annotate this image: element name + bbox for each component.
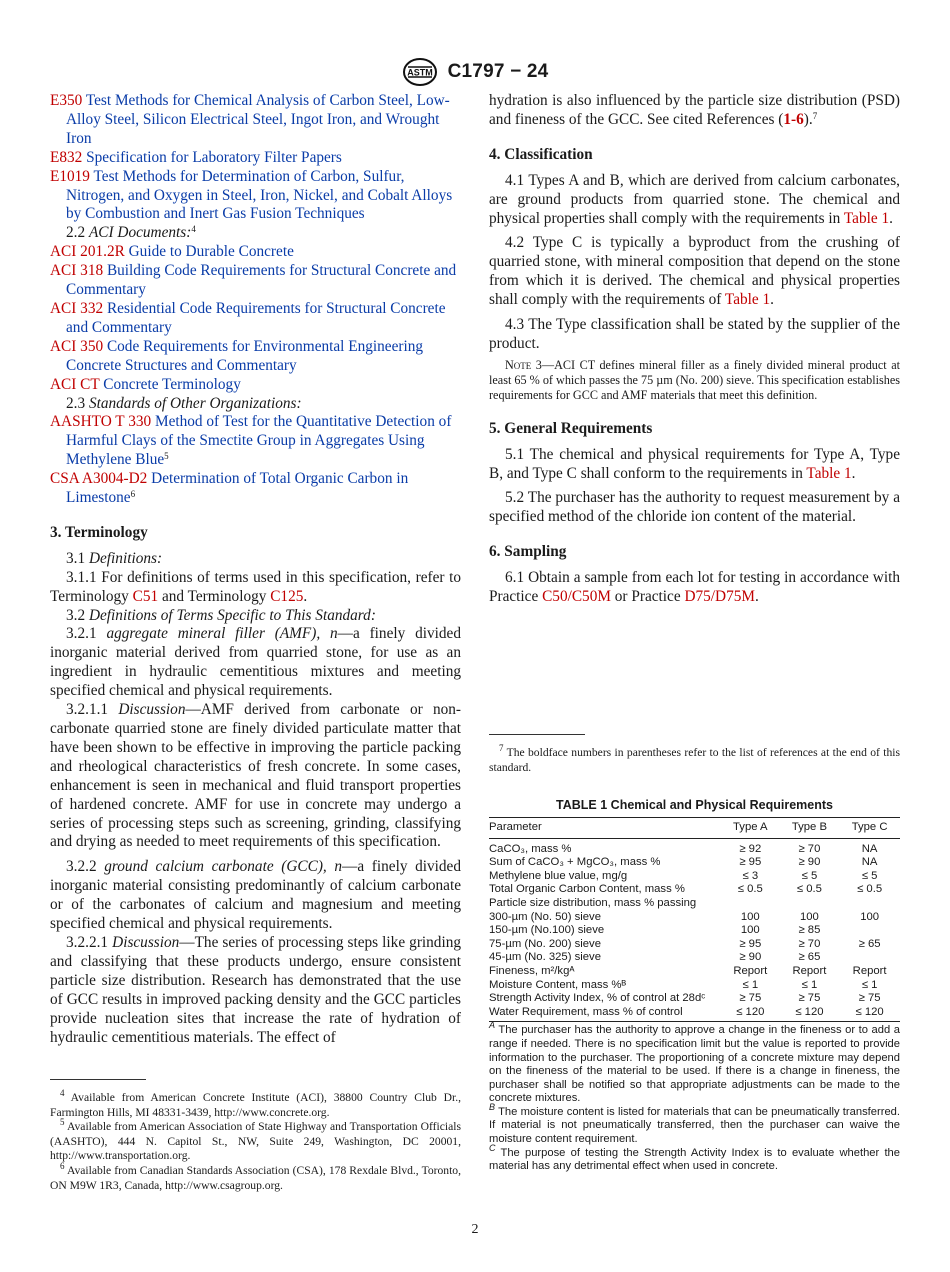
section-3-heading: 3. Terminology [50, 523, 148, 541]
footnote-5: $^5$ Available from American Association of State Highway and Transportation Officials (AASHTO), 444 N. Capitol St., NW, Suite 249, Washington, DC 20001, http://www.transportation.org. [50, 1117, 461, 1163]
table-1 [489, 798, 900, 1174]
link-d75[interactable]: D75/D75M [684, 588, 755, 606]
table-header-cell: Type C [839, 818, 900, 839]
value-cell: ≤ 1 [742, 978, 759, 991]
parameter-cell: Total Organic Carbon Content, mass % [489, 883, 685, 896]
value-cell: Report [733, 964, 768, 977]
link-c50[interactable]: C50/C50M [542, 588, 611, 606]
left-column [50, 92, 461, 1047]
reference-item [50, 168, 461, 225]
reference-list-aci [50, 243, 461, 394]
ref-code[interactable]: CSA A3004-D2 [50, 470, 148, 488]
table-title: TABLE 1 Chemical and Physical Requirements [556, 798, 833, 812]
reference-item [50, 300, 461, 338]
ref-title[interactable]: Building Code Requirements for Structural Concrete and Commentary [66, 262, 457, 299]
table-1-link[interactable]: Table 1 [724, 291, 771, 309]
value-cell: ≤ 3 [742, 869, 759, 882]
para-3-2-1: 3.2.1 aggregate mineral filler (AMF), n—a finely divided inorganic material derived from quarried stone, for use as an ingredient in hydraulic cementitious mixtures and meeting specified chemical and physical requirements. [50, 625, 461, 700]
value-cell: ≥ 75 [798, 992, 821, 1005]
note-3: Note 3—ACI CT defines mineral filler as a finely divided mineral product at least 65 % of which passes the 75 µm (No. 200) sieve. This specification establishes requirements for GCC and AMF materials that meet this definition. [489, 357, 900, 403]
section-6-heading: 6. Sampling [489, 543, 567, 561]
value-cell [780, 897, 840, 911]
section-4-heading: 4. Classification [489, 145, 593, 163]
requirements-table [489, 817, 900, 1022]
value-cell [839, 897, 900, 911]
parameter-cell: Fineness, m²/kgᴬ [489, 964, 575, 977]
other-orgs-heading: 2.3 Standards of Other Organizations: [66, 394, 302, 412]
parameter-cell: Methylene blue value, mg/g [489, 869, 628, 882]
table-body [489, 838, 900, 1022]
left-footnotes [50, 1079, 461, 1193]
para-4-2: 4.2 Type C is typically a byproduct from the crushing of quarried stone, with mineral composition that depend on the stone from which it is derived. The chemical and physical properties shall comply with the requirements of Table 1. [489, 234, 900, 309]
table-footnote-a: $^A$ The purchaser has the authority to approve a change in the fineness or to add a range if needed. There is no specification limit but the value is reported to provide information to the purchaser. The proportioning of a concrete mixture may depend on the fineness of the material to be used. If there is a change in fineness, the purchaser shall be notified so that appropriate adjustments can be made to the concrete mixtures. [489, 1020, 900, 1105]
value-cell: ≤ 0.5 [796, 883, 822, 896]
table-row [489, 870, 900, 884]
aci-heading: 2.2 ACI Documents:$^4$ [66, 224, 196, 242]
table-1-link[interactable]: Table 1 [843, 209, 890, 227]
ref-code[interactable]: ACI 201.2R [50, 243, 125, 261]
right-footnote [489, 734, 900, 775]
reference-item [50, 149, 461, 168]
para-6-1: 6.1 Obtain a sample from each lot for testing in accordance with Practice C50/C50M or Practice D75/D75M. [489, 569, 900, 606]
para-3-2-1-1: 3.2.1.1 Discussion—AMF derived from carbonate or non-carbonate quarried stone are finely divided particulate matter that have been shown to be effective in improving the particle packing and rheological characteristics of fresh concrete. In some cases, enhancement is seen in mechanical and fluid transport properties of hardened concrete. AMF for use in concrete may undergo a series of processing steps such as screening, grinding, classifying and drying as needed to meet requirements of this specification. [50, 701, 461, 851]
reference-link[interactable]: 1-6 [783, 110, 804, 128]
document-designation: C1797 − 24 [447, 61, 549, 82]
table-row [489, 979, 900, 993]
table-row [489, 965, 900, 979]
value-cell: NA [861, 856, 878, 869]
value-cell: ≥ 95 [739, 856, 762, 869]
page-number: 2 [471, 1222, 479, 1237]
value-cell: ≥ 90 [798, 856, 821, 869]
para-4-3: 4.3 The Type classification shall be stated by the supplier of the product. [489, 316, 900, 352]
value-cell: ≥ 92 [739, 842, 762, 855]
value-cell: Report [852, 964, 887, 977]
value-cell: ≥ 75 [858, 992, 881, 1005]
page-header [0, 57, 950, 87]
ref-code[interactable]: ACI CT [50, 375, 100, 393]
para-3-2-2-1: 3.2.2.1 Discussion—The series of processing steps like grinding and classifying that these products undergo, ensure consistent particle size distribution. Research has demonstrated that the use of GCC results in improved packing density and the GCC particles provide nucleation sites that increase the rate of hydration of hydraulic cementitious materials. The effect of [50, 933, 462, 1046]
value-cell: ≥ 65 [798, 951, 821, 964]
table-row [489, 1006, 900, 1022]
value-cell: ≤ 0.5 [857, 883, 883, 896]
svg-text:ASTM: ASTM [406, 67, 433, 78]
para-3-2-2: 3.2.2 ground calcium carbonate (GCC), n—a finely divided inorganic material consisting predominantly of calcium carbonate or of the carbonates of calcium and magnesium and meeting specified chemical and physical requirements. [50, 858, 461, 933]
value-cell [839, 951, 900, 965]
value-cell: ≤ 120 [780, 1006, 840, 1022]
table-row [489, 924, 900, 938]
table-header-cell: Type A [721, 818, 780, 839]
table-row [489, 911, 900, 925]
reference-item: AASHTO T 330 Method of Test for the Quantitative Detection of Harmful Clays of the Smectite Group in Aggregates Using Methylene Blue$^5$ [50, 413, 452, 469]
value-cell: ≤ 120 [721, 1006, 780, 1022]
table-row [489, 897, 900, 911]
value-cell: ≥ 65 [858, 937, 881, 950]
reference-list-e [50, 92, 461, 224]
right-column [489, 92, 900, 607]
footnote-7: $^7$ The boldface numbers in parentheses refer to the list of references at the end of this standard. [489, 743, 900, 774]
value-cell: 100 [740, 910, 760, 923]
para-3-1: 3.1 Definitions: [66, 549, 163, 567]
value-cell: ≤ 0.5 [737, 883, 763, 896]
ref-title[interactable]: Concrete Terminology [103, 375, 241, 393]
parameter-cell: 300-µm (No. 50) sieve [489, 910, 601, 923]
para-5-2: 5.2 The purchaser has the authority to request measurement by a specified method of the chloride ion content of the material. [489, 489, 900, 526]
ref-code[interactable]: AASHTO T 330 [50, 413, 152, 431]
parameter-cell: Water Requirement, mass % of control [489, 1006, 721, 1022]
table-header-cell: Type B [780, 818, 840, 839]
table-header-cell: Parameter [489, 818, 721, 839]
ref-title[interactable]: Method of Test for the Quantitative Detection of Harmful Clays of the Smectite Group in Aggregates Using Methylene Blue [66, 413, 452, 469]
table-row [489, 938, 900, 952]
footnote-6: $^6$ Available from Canadian Standards Association (CSA), 178 Rexdale Blvd., Toronto, ON M9W 1R3, Canada, http://www.csagroup.org. [50, 1160, 462, 1192]
value-cell: ≥ 70 [798, 937, 821, 950]
parameter-cell: 45-µm (No. 325) sieve [489, 951, 601, 964]
section-5-heading: 5. General Requirements [489, 419, 653, 437]
ref-title[interactable]: Test Methods for Determination of Carbon, Sulfur, Nitrogen, and Oxygen in Steel, Iron, Nickel, and Cobalt Alloys by Combustion and Inert Gas Fusion Techniques [66, 167, 453, 223]
footnote-4: $^4$ Available from American Concrete Institute (ACI), 38800 Country Club Dr., Farmington Hills, MI 48331-3439, http://www.concrete.org. [50, 1088, 462, 1119]
para-5-1: 5.1 The chemical and physical requirements for Type A, Type B, and Type C shall conform to the requirements in Table 1. [489, 445, 900, 482]
parameter-cell: 75-µm (No. 200) sieve [489, 937, 601, 950]
ref-title[interactable]: Guide to Durable Concrete [128, 243, 294, 261]
ref-title[interactable]: Code Requirements for Environmental Engineering Concrete Structures and Commentary [66, 337, 424, 374]
table-footnote-c: $^C$ The purpose of testing the Strength Activity Index is to evaluate whether the material has any detrimental effect when used in concrete. [489, 1142, 900, 1173]
reference-item [50, 376, 461, 395]
value-cell: ≥ 90 [739, 951, 762, 964]
ref-title[interactable]: Specification for Laboratory Filter Papers [86, 148, 342, 166]
ref-code[interactable]: ACI 318 [50, 262, 104, 280]
para-3-2: 3.2 Definitions of Terms Specific to This Standard: [66, 606, 376, 624]
parameter-cell: CaCO₃, mass % [489, 842, 572, 855]
value-cell: 100 [740, 924, 760, 937]
ref-title[interactable]: Determination of Total Organic Carbon in Limestone [66, 470, 409, 507]
reference-item [50, 338, 461, 376]
table-row [489, 856, 900, 870]
ref-code[interactable]: E832 [50, 148, 83, 166]
table-row [489, 838, 900, 856]
value-cell: ≤ 1 [801, 978, 818, 991]
ref-code[interactable]: E350 [50, 92, 83, 109]
astm-logo-icon [402, 57, 438, 87]
table-row [489, 992, 900, 1006]
parameter-cell: Strength Activity Index, % of control at 28dᶜ [489, 992, 706, 1005]
continued-paragraph: hydration is also influenced by the particle size distribution (PSD) and fineness of the GCC. See cited References (1-6).$^7$ [489, 92, 900, 128]
table-1-link[interactable]: Table 1 [806, 464, 852, 482]
ref-title[interactable]: Test Methods for Chemical Analysis of Carbon Steel, Low-Alloy Steel, Silicon Electrical Steel, Ingot Iron, and Wrought Iron [66, 92, 450, 147]
table-row [489, 883, 900, 897]
para-4-1: 4.1 Types A and B, which are derived from calcium carbonates, are ground products from quarried stone. The chemical and physical properties shall comply with the requirements in Table 1. [489, 171, 900, 227]
value-cell: 100 [799, 910, 819, 923]
link-c51[interactable]: C51 [132, 587, 159, 605]
reference-item [50, 262, 461, 300]
parameter-cell: Particle size distribution, mass % passing [489, 896, 697, 909]
link-c125[interactable]: C125 [270, 587, 304, 605]
table-footnote-b: $^B$ The moisture content is listed for materials that can be pneumatically transferred. If material is not pneumatically transferred, then the purchaser can waive the moisture content requirement. [489, 1101, 901, 1146]
value-cell: ≤ 1 [861, 978, 878, 991]
value-cell: ≥ 75 [739, 992, 762, 1005]
ref-code[interactable]: ACI 350 [50, 337, 104, 355]
value-cell: ≤ 5 [861, 869, 878, 882]
table-row [489, 951, 900, 965]
ref-code[interactable]: E1019 [50, 167, 90, 185]
reference-list-other [50, 413, 461, 508]
value-cell: ≤ 120 [839, 1006, 900, 1022]
table-header-row [489, 818, 900, 839]
value-cell: Report [792, 964, 827, 977]
ref-code[interactable]: ACI 332 [50, 299, 104, 317]
reference-item [50, 243, 461, 262]
value-cell [839, 924, 900, 938]
value-cell: ≤ 5 [801, 869, 818, 882]
para-3-1-1: 3.1.1 For definitions of terms used in this specification, refer to Terminology C51 and Terminology C125. [50, 568, 461, 605]
parameter-cell: 150-µm (No.100) sieve [489, 924, 605, 937]
value-cell: 100 [860, 910, 880, 923]
value-cell: ≥ 70 [798, 842, 821, 855]
parameter-cell: Moisture Content, mass %ᴮ [489, 978, 627, 991]
value-cell [721, 897, 780, 911]
value-cell: ≥ 85 [798, 924, 821, 937]
ref-title[interactable]: Residential Code Requirements for Structural Concrete and Commentary [66, 299, 446, 336]
value-cell: NA [861, 842, 878, 855]
reference-item [50, 92, 461, 149]
value-cell: ≥ 95 [739, 937, 762, 950]
parameter-cell: Sum of CaCO₃ + MgCO₃, mass % [489, 856, 661, 869]
reference-item: CSA A3004-D2 Determination of Total Organic Carbon in Limestone$^6$ [50, 470, 409, 507]
